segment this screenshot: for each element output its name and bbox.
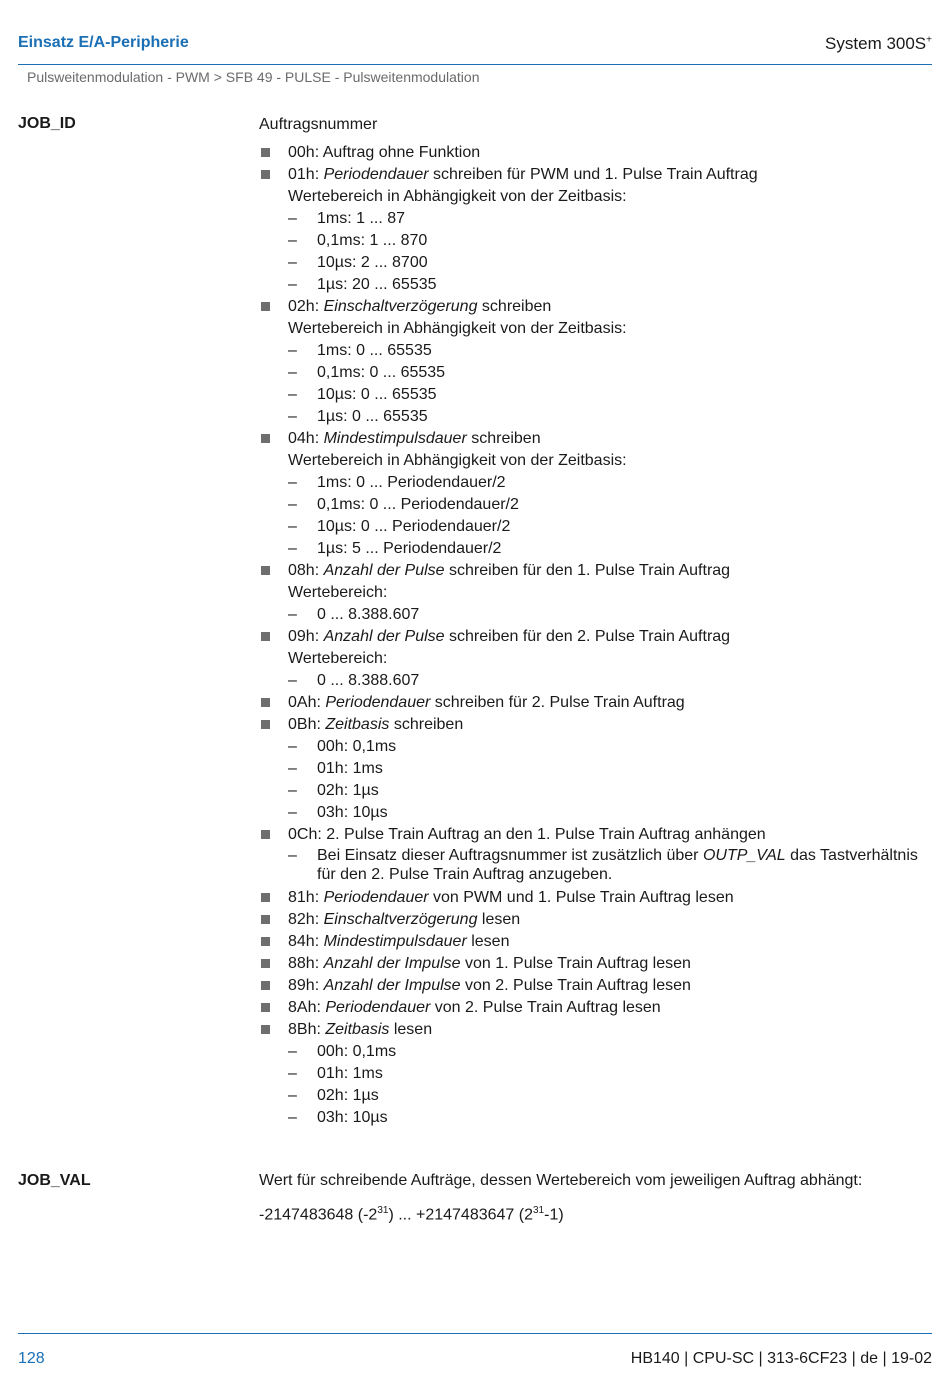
bullet-item	[259, 997, 930, 1019]
text-part: von 1. Pulse Train Auftrag lesen	[460, 955, 691, 972]
dash-item	[259, 604, 930, 626]
emphasis-term: Anzahl der Impulse	[323, 955, 461, 972]
text-part: Bei Einsatz dieser Auftragsnummer ist zusätzlich über	[317, 847, 703, 864]
emphasis-term: Periodendauer	[325, 999, 431, 1016]
bullet-item	[259, 296, 930, 318]
bullet-item	[259, 975, 930, 997]
text-part: schreiben für den 2. Pulse Train Auftrag	[444, 628, 731, 645]
emphasis-term: Mindestimpulsdauer	[323, 430, 467, 447]
bullet-continuation	[259, 186, 930, 208]
text-part: 1µs: 20 ... 65535	[317, 276, 437, 293]
text-part: lesen	[466, 933, 510, 950]
bullet-continuation	[259, 450, 930, 472]
emphasis-term: Anzahl der Pulse	[323, 562, 445, 579]
text-part: von PWM und 1. Pulse Train Auftrag lesen	[428, 889, 734, 906]
range-max-exponent: 31	[533, 1205, 545, 1216]
bullet-continuation	[259, 318, 930, 340]
text-part: 8Ah:	[288, 999, 326, 1016]
emphasis-term: Anzahl der Pulse	[323, 628, 445, 645]
text-part: Wertebereich:	[288, 584, 388, 601]
bullet-item	[259, 560, 930, 582]
header-product-name: System 300S	[825, 34, 927, 53]
text-part: 0,1ms: 0 ... 65535	[317, 364, 446, 381]
dash-item	[259, 362, 930, 384]
text-part: 08h:	[288, 562, 324, 579]
text-part: 03h: 10µs	[317, 804, 388, 821]
bullet-item	[259, 714, 930, 736]
text-part: 1ms: 0 ... Periodendauer/2	[317, 474, 506, 491]
dash-item	[259, 846, 930, 887]
header-product-sup: +	[926, 34, 932, 46]
text-part: 10µs: 2 ... 8700	[317, 254, 428, 271]
text-part: 10µs: 0 ... Periodendauer/2	[317, 518, 511, 535]
dash-item	[259, 516, 930, 538]
dash-item	[259, 252, 930, 274]
dash-item	[259, 384, 930, 406]
text-part: 1µs: 5 ... Periodendauer/2	[317, 540, 502, 557]
emphasis-term: Einschaltverzögerung	[323, 911, 478, 928]
dash-item	[259, 472, 930, 494]
text-part: schreiben	[466, 430, 541, 447]
emphasis-term: Mindestimpulsdauer	[323, 933, 467, 950]
bullet-item	[259, 692, 930, 714]
text-part: Wertebereich in Abhängigkeit von der Zeitbasis:	[288, 188, 627, 205]
param-name-job-id: JOB_ID	[18, 115, 76, 132]
param-name-job-val: JOB_VAL	[18, 1172, 91, 1189]
dash-item	[259, 758, 930, 780]
dash-item	[259, 230, 930, 252]
text-part: Wertebereich in Abhängigkeit von der Zeitbasis:	[288, 452, 627, 469]
text-part: 0 ... 8.388.607	[317, 606, 420, 623]
dash-item	[259, 1041, 930, 1063]
emphasis-term: Einschaltverzögerung	[323, 298, 478, 315]
dash-item	[259, 274, 930, 296]
text-part: 84h:	[288, 933, 324, 950]
text-part: schreiben	[477, 298, 552, 315]
text-part: 82h:	[288, 911, 324, 928]
text-part: 0,1ms: 0 ... Periodendauer/2	[317, 496, 519, 513]
text-part: 88h:	[288, 955, 324, 972]
bullet-item	[259, 824, 930, 846]
dash-item	[259, 802, 930, 824]
text-part: 0,1ms: 1 ... 870	[317, 232, 428, 249]
emphasis-term: Anzahl der Impulse	[323, 977, 461, 994]
job-val-text: Wert für schreibende Aufträge, dessen Wertebereich vom jeweiligen Auftrag abhängt:	[259, 1172, 863, 1189]
emphasis-term: Periodendauer	[323, 889, 429, 906]
range-mid: ) ... +2147483647 (2	[388, 1206, 533, 1224]
text-part: 02h:	[288, 298, 324, 315]
page-number: 128	[18, 1350, 45, 1367]
text-part: 01h: 1ms	[317, 1065, 383, 1082]
dash-item	[259, 494, 930, 516]
bullet-item	[259, 953, 930, 975]
job-id-intro: Auftragsnummer	[259, 116, 378, 133]
text-part: 0 ... 8.388.607	[317, 672, 420, 689]
text-part: 02h: 1µs	[317, 782, 379, 799]
text-part: 01h: 1ms	[317, 760, 383, 777]
text-part: Wertebereich:	[288, 650, 388, 667]
document-reference: HB140 | CPU-SC | 313-6CF23 | de | 19-02	[630, 1350, 932, 1367]
text-part: von 2. Pulse Train Auftrag lesen	[460, 977, 691, 994]
range-min: -2147483648 (-2	[259, 1206, 378, 1224]
emphasis-term: Periodendauer	[323, 166, 429, 183]
dash-item	[259, 208, 930, 230]
range-min-exponent: 31	[377, 1205, 389, 1216]
bullet-item	[259, 1019, 930, 1041]
job-id-list	[259, 142, 930, 1129]
bullet-item	[259, 931, 930, 953]
bullet-item	[259, 164, 930, 186]
emphasis-term: OUTP_VAL	[702, 847, 786, 864]
text-part: schreiben für 2. Pulse Train Auftrag	[430, 694, 685, 711]
job-val-description	[259, 1170, 930, 1226]
text-part: 00h: 0,1ms	[317, 738, 397, 755]
text-part: 81h:	[288, 889, 324, 906]
dash-item	[259, 1107, 930, 1129]
text-part: 02h: 1µs	[317, 1087, 379, 1104]
bullet-item	[259, 428, 930, 450]
dash-item	[259, 340, 930, 362]
dash-item	[259, 1063, 930, 1085]
dash-item	[259, 780, 930, 802]
text-part: 1µs: 0 ... 65535	[317, 408, 428, 425]
text-part: schreiben	[389, 716, 464, 733]
text-part: 10µs: 0 ... 65535	[317, 386, 437, 403]
dash-item	[259, 736, 930, 758]
bullet-item	[259, 909, 930, 931]
text-part: 09h:	[288, 628, 324, 645]
text-part: das Tastverhältnis für den 2. Pulse Train Auftrag anzugeben.	[317, 847, 918, 883]
footer-divider	[18, 1333, 932, 1334]
text-part: 8Bh:	[288, 1021, 326, 1038]
text-part: 0Bh:	[288, 716, 326, 733]
text-part: 1ms: 1 ... 87	[317, 210, 406, 227]
text-part: 0Ah:	[288, 694, 326, 711]
dash-item	[259, 670, 930, 692]
text-part: von 2. Pulse Train Auftrag lesen	[430, 999, 661, 1016]
emphasis-term: Periodendauer	[325, 694, 431, 711]
text-part: 1ms: 0 ... 65535	[317, 342, 432, 359]
text-part: 00h: 0,1ms	[317, 1043, 397, 1060]
text-part: schreiben für den 1. Pulse Train Auftrag	[444, 562, 731, 579]
bullet-continuation	[259, 648, 930, 670]
job-id-description	[259, 114, 930, 1129]
dash-item	[259, 538, 930, 560]
range-end: -1)	[544, 1206, 564, 1224]
text-part: 03h: 10µs	[317, 1109, 388, 1126]
breadcrumb: Pulsweitenmodulation - PWM > SFB 49 - PULSE - Pulsweitenmodulation	[27, 69, 480, 85]
text-part: 04h:	[288, 430, 324, 447]
emphasis-term: Zeitbasis	[325, 1021, 390, 1038]
text-part: lesen	[477, 911, 521, 928]
text-part: 0Ch: 2. Pulse Train Auftrag an den 1. Pulse Train Auftrag anhängen	[288, 826, 766, 843]
bullet-item	[259, 142, 930, 164]
job-val-range	[259, 1200, 930, 1226]
bullet-item	[259, 887, 930, 909]
emphasis-term: Zeitbasis	[325, 716, 390, 733]
bullet-continuation	[259, 582, 930, 604]
header-section-title: Einsatz E/A-Peripherie	[18, 34, 189, 51]
bullet-item	[259, 626, 930, 648]
text-part: lesen	[389, 1021, 433, 1038]
text-part: 89h:	[288, 977, 324, 994]
text-part: 01h:	[288, 166, 324, 183]
dash-item	[259, 406, 930, 428]
header-divider	[18, 64, 932, 65]
text-part: 00h: Auftrag ohne Funktion	[288, 144, 481, 161]
header-product	[825, 34, 932, 54]
text-part: schreiben für PWM und 1. Pulse Train Auftrag	[428, 166, 758, 183]
dash-item	[259, 1085, 930, 1107]
text-part: Wertebereich in Abhängigkeit von der Zeitbasis:	[288, 320, 627, 337]
